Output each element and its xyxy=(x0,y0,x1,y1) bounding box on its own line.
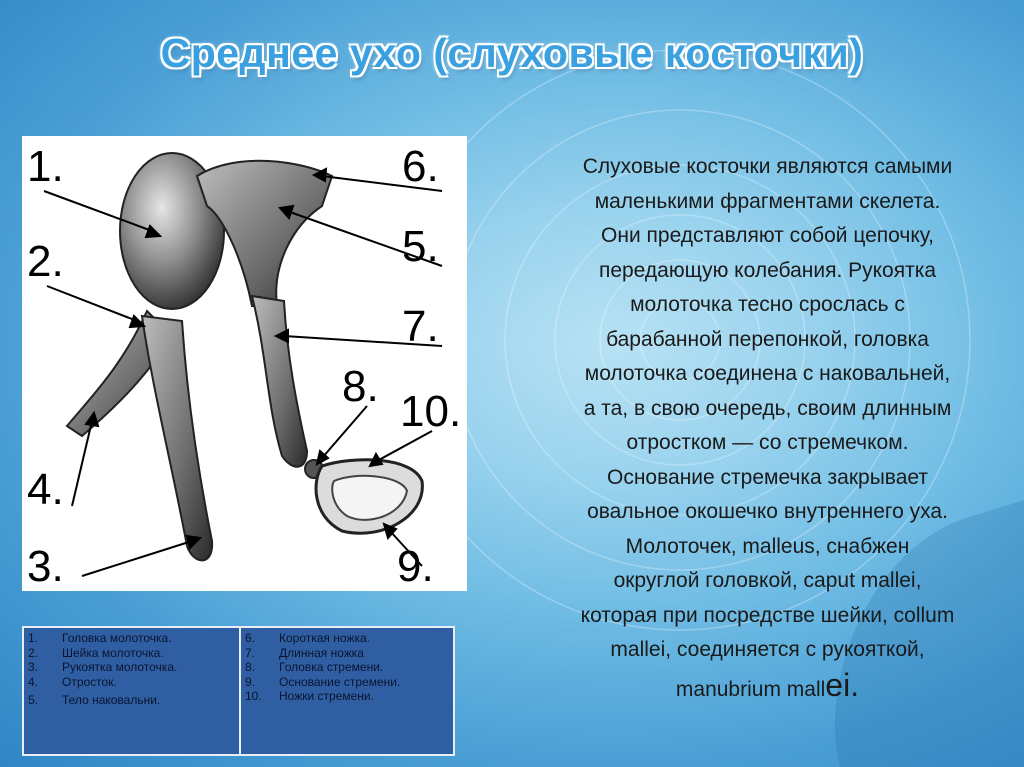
text-line: mallei, соединяется с рукояткой, xyxy=(610,638,925,661)
legend-row xyxy=(24,646,239,661)
legend-row xyxy=(24,631,239,646)
legend-table xyxy=(22,626,455,756)
legend-text: Рукоятка молоточка. xyxy=(62,660,178,674)
legend-row xyxy=(24,675,239,690)
legend-text: Длинная ножка xyxy=(279,645,364,660)
legend-row xyxy=(24,689,239,711)
text-line: овальное окошечко внутреннего уха. xyxy=(587,500,948,523)
legend-text: Головка молоточка. xyxy=(62,631,172,645)
legend-text: Тело наковальни. xyxy=(62,693,161,707)
description-text xyxy=(520,150,1015,707)
label-10: 10. xyxy=(400,387,462,436)
label-3: 3. xyxy=(27,542,64,591)
text-line: маленькими фрагментами скелета. xyxy=(594,189,941,213)
legend-number: 1. xyxy=(28,631,39,645)
legend-number: 7. xyxy=(245,645,256,660)
legend-column-left xyxy=(24,628,239,754)
text-line: молоточка соединена с наковальней, xyxy=(584,362,951,385)
malleus-handle-shape xyxy=(142,316,212,560)
label-1: 1. xyxy=(27,142,64,191)
legend-row xyxy=(24,660,239,675)
incus-long-process-shape xyxy=(252,296,307,467)
legend-row xyxy=(241,675,453,690)
last-line-big: ei. xyxy=(825,666,860,703)
legend-number: 10. xyxy=(245,689,262,703)
legend-row xyxy=(241,689,453,704)
text-line: молоточка тесно срослась с xyxy=(630,293,905,316)
legend-text: Основание стремени. xyxy=(279,674,401,689)
label-6: 6. xyxy=(402,142,439,191)
legend-number: 8. xyxy=(245,660,256,674)
legend-text: Головка стремени. xyxy=(279,660,384,674)
text-line: отростком — со стремечком. xyxy=(626,431,909,454)
text-line: передающую колебания. Рукоятка xyxy=(598,258,937,282)
text-line: Слуховые косточки являются самыми xyxy=(582,155,953,178)
label-5: 5. xyxy=(402,222,439,271)
slide-title: Среднее ухо (слуховые косточки) xyxy=(160,30,864,76)
legend-row xyxy=(241,660,453,675)
legend-number: 2. xyxy=(28,645,39,660)
legend-text: Ножки стремени. xyxy=(279,689,374,703)
text-line: округлой головкой, caput mallei, xyxy=(613,569,922,592)
stapes-shape xyxy=(305,460,422,533)
label-8: 8. xyxy=(342,362,379,411)
label-4: 4. xyxy=(27,465,64,514)
text-line-last xyxy=(520,668,1015,708)
legend-text: Шейка молоточка. xyxy=(62,645,164,660)
legend-number: 4. xyxy=(28,674,39,689)
legend-number: 6. xyxy=(245,631,256,645)
last-line-small: manubrium mall xyxy=(675,677,826,701)
text-line: Они представляют собой цепочку, xyxy=(601,224,934,247)
text-line: барабанной перепонкой, головка xyxy=(606,327,929,351)
text-line: а та, в свою очередь, своим длинным xyxy=(583,396,952,420)
legend-text: Отросток. xyxy=(62,674,117,689)
label-9: 9. xyxy=(397,542,434,591)
legend-number: 9. xyxy=(245,674,256,689)
legend-number: 3. xyxy=(28,660,39,674)
legend-row xyxy=(241,646,453,661)
text-line: Молоточек, malleus, снабжен xyxy=(625,534,910,558)
legend-column-right xyxy=(239,628,453,754)
legend-number: 5. xyxy=(28,693,39,707)
label-7: 7. xyxy=(402,302,439,351)
ossicles-figure xyxy=(22,136,467,591)
legend-text: Короткая ножка. xyxy=(279,631,370,645)
text-line: Основание стремечка закрывает xyxy=(606,465,929,489)
label-2: 2. xyxy=(27,237,64,286)
legend-row xyxy=(241,631,453,646)
ossicles-illustration xyxy=(22,136,467,591)
text-line: которая при посредстве шейки, collum xyxy=(580,603,955,627)
